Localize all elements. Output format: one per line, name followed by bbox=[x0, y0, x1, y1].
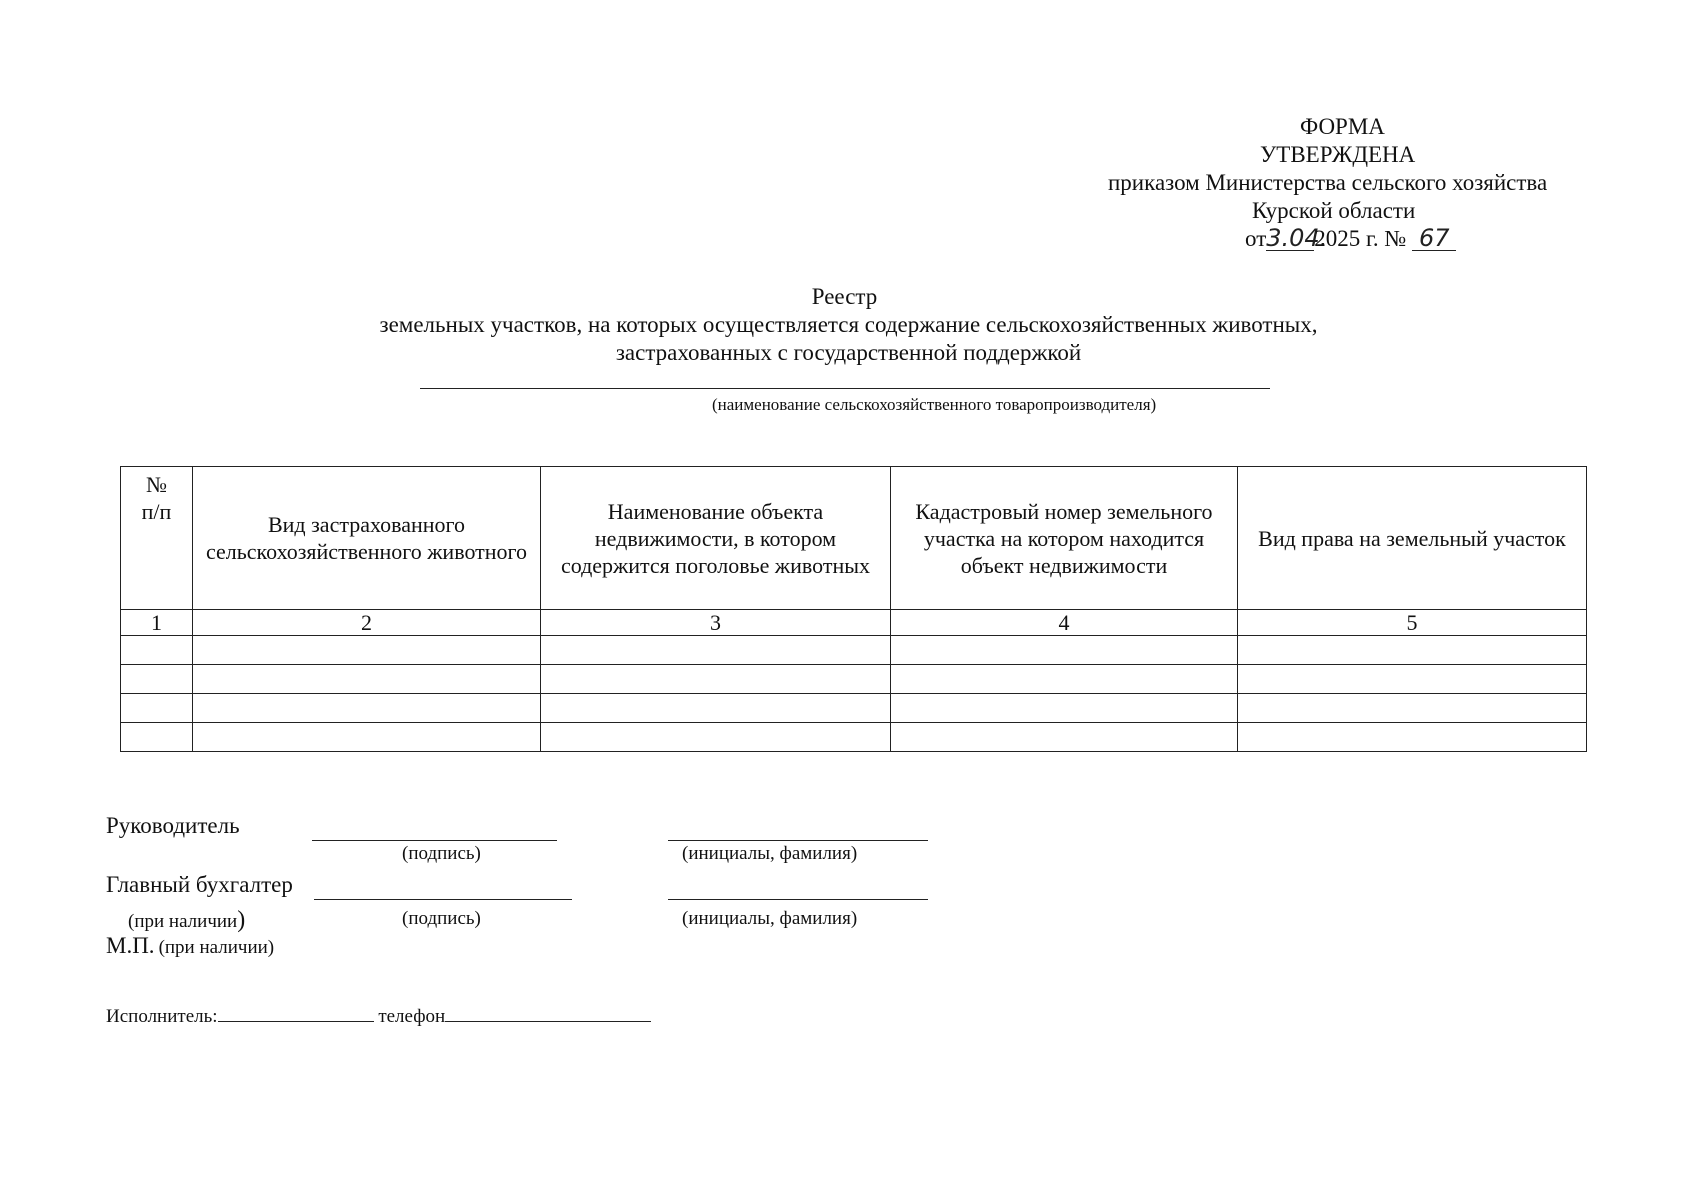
header-cell-land-right bbox=[1238, 467, 1587, 610]
column-number: 3 bbox=[541, 610, 891, 636]
column-number: 4 bbox=[891, 610, 1238, 636]
table-cell[interactable] bbox=[1238, 694, 1587, 723]
phone-label: телефон bbox=[378, 1006, 446, 1027]
table-cell[interactable] bbox=[1238, 723, 1587, 752]
head-label: Руководитель bbox=[106, 813, 240, 838]
executor-label: Исполнитель: bbox=[106, 1006, 218, 1027]
header-text: № п/п bbox=[141, 472, 172, 524]
name-caption: (инициалы, фамилия) bbox=[682, 843, 858, 864]
chief-accountant-label: Главный бухгалтер bbox=[106, 872, 293, 897]
registry-table bbox=[120, 466, 1587, 752]
date-suffix: 2025 г. № bbox=[1314, 226, 1407, 251]
table-cell[interactable] bbox=[541, 723, 891, 752]
table-cell[interactable] bbox=[121, 665, 193, 694]
head-signature-field[interactable] bbox=[312, 840, 557, 841]
producer-name-field[interactable] bbox=[420, 388, 1270, 389]
header-cell-animal-type bbox=[193, 467, 541, 610]
table-row bbox=[121, 694, 1587, 723]
table-cell[interactable] bbox=[193, 723, 541, 752]
column-number: 2 bbox=[193, 610, 541, 636]
table-cell[interactable] bbox=[541, 665, 891, 694]
phone-field[interactable] bbox=[445, 1001, 651, 1022]
header-cell-cadastral-number bbox=[891, 467, 1238, 610]
title-line-2: земельных участков, на которых осуществляется содержание сельскохозяйственных животных, bbox=[379, 312, 1318, 337]
form-label: ФОРМА bbox=[1300, 114, 1385, 139]
accountant-name-field[interactable] bbox=[668, 899, 928, 900]
signature-caption: (подпись) bbox=[402, 843, 481, 864]
accountant-signature-field[interactable] bbox=[314, 899, 572, 900]
header-text: Кадастровый номер земельного участка на котором находится объект недвижимости bbox=[915, 498, 1213, 578]
table-cell[interactable] bbox=[891, 665, 1238, 694]
table-row bbox=[121, 636, 1587, 665]
table-cell[interactable] bbox=[891, 694, 1238, 723]
stamp-caption: (при наличии) bbox=[158, 937, 275, 958]
table-cell[interactable] bbox=[121, 723, 193, 752]
column-number: 5 bbox=[1238, 610, 1587, 636]
table-row bbox=[121, 723, 1587, 752]
head-name-field[interactable] bbox=[668, 840, 928, 841]
producer-caption: (наименование сельскохозяйственного товаропроизводителя) bbox=[712, 395, 1157, 414]
region: Курской области bbox=[1252, 198, 1416, 223]
table-row bbox=[121, 665, 1587, 694]
order-authority: приказом Министерства сельского хозяйства bbox=[1108, 170, 1548, 195]
header-text: Вид застрахованного сельскохозяйственного животного bbox=[205, 512, 528, 564]
table-cell[interactable] bbox=[121, 694, 193, 723]
column-number: 1 bbox=[121, 610, 193, 636]
table-cell[interactable] bbox=[541, 694, 891, 723]
if-any-caption: (при наличии) bbox=[128, 907, 246, 933]
table-cell[interactable] bbox=[121, 636, 193, 665]
header-text: Вид права на земельный участок bbox=[1258, 525, 1566, 551]
signature-caption: (подпись) bbox=[402, 908, 481, 929]
table-cell[interactable] bbox=[541, 636, 891, 665]
table-cell[interactable] bbox=[891, 636, 1238, 665]
title-line-1: Реестр bbox=[811, 284, 878, 309]
date-prefix: от bbox=[1245, 226, 1267, 251]
name-caption: (инициалы, фамилия) bbox=[682, 908, 858, 929]
handwritten-date: 3.04. bbox=[1266, 224, 1328, 252]
title-line-3: застрахованных с государственной поддержкой bbox=[615, 340, 1082, 365]
stamp-place bbox=[106, 933, 274, 959]
table-cell[interactable] bbox=[193, 665, 541, 694]
header-cell-number bbox=[121, 467, 193, 610]
handwritten-order-number: 67 bbox=[1412, 226, 1456, 251]
table-cell[interactable] bbox=[1238, 665, 1587, 694]
column-number-row bbox=[121, 610, 1587, 636]
document-title bbox=[0, 283, 1697, 367]
table-header-row bbox=[121, 467, 1587, 610]
table-cell[interactable] bbox=[193, 636, 541, 665]
header-text: Наименование объекта недвижимости, в котором содержится поголовье животных bbox=[560, 498, 871, 578]
approved-label: УТВЕРЖДЕНА bbox=[1260, 142, 1416, 167]
table-cell[interactable] bbox=[193, 694, 541, 723]
approval-stamp bbox=[1100, 113, 1580, 253]
table-cell[interactable] bbox=[1238, 636, 1587, 665]
header-cell-property-name bbox=[541, 467, 891, 610]
executor-field[interactable] bbox=[218, 1001, 374, 1022]
table-cell[interactable] bbox=[891, 723, 1238, 752]
order-date-line bbox=[1245, 225, 1456, 253]
stamp-label: М.П. bbox=[106, 933, 155, 958]
executor-row bbox=[106, 1001, 651, 1028]
